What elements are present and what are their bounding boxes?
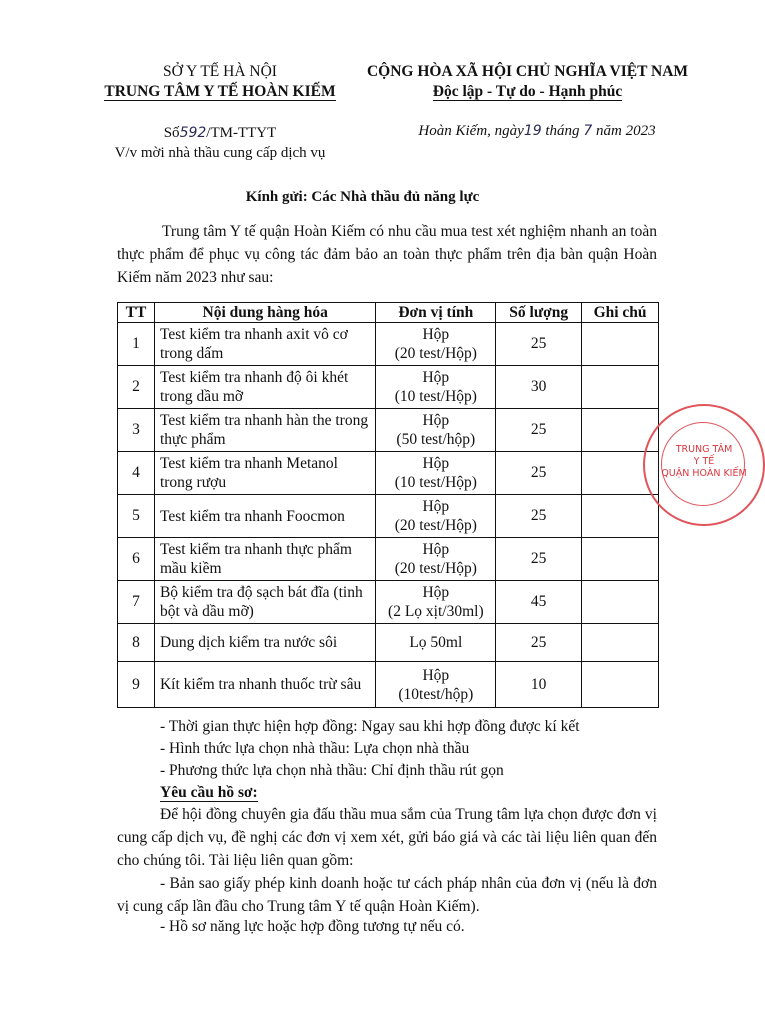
issuer-block bbox=[95, 62, 345, 102]
requirements-title: Yêu cầu hồ sơ: bbox=[160, 784, 258, 801]
table-header-row bbox=[118, 303, 659, 323]
row-quantity: 30 bbox=[496, 366, 582, 409]
intro-paragraph: Trung tâm Y tế quận Hoàn Kiếm có nhu cầu mua test xét nghiệm nhanh an toàn thực phẩm để phục vụ công tác đảm bảo an toàn thực phẩm trên địa bàn quận Hoàn Kiếm năm 2023 như sau: bbox=[117, 223, 657, 286]
date-month-label: tháng bbox=[545, 123, 580, 139]
row-item: Bộ kiểm tra độ sạch bát đĩa (tinh bột và dầu mỡ) bbox=[154, 581, 375, 624]
ref-suffix: /TM-TTYT bbox=[206, 125, 277, 141]
row-unit: Hộp (10 test/Hộp) bbox=[376, 366, 496, 409]
row-tt: 8 bbox=[118, 624, 155, 662]
header-quantity: Số lượng bbox=[496, 303, 582, 323]
row-unit: Hộp (10 test/Hộp) bbox=[376, 452, 496, 495]
row-unit: Hộp (50 test/hộp) bbox=[376, 409, 496, 452]
document-reference bbox=[95, 123, 345, 163]
row-unit: Hộp (20 test/Hộp) bbox=[376, 538, 496, 581]
row-tt: 3 bbox=[118, 409, 155, 452]
table-row bbox=[118, 624, 659, 662]
document-date bbox=[372, 123, 702, 140]
row-note bbox=[582, 538, 659, 581]
row-unit: Hộp (10test/hộp) bbox=[376, 662, 496, 708]
row-item: Test kiểm tra nhanh Foocmon bbox=[154, 495, 375, 538]
row-note bbox=[582, 662, 659, 708]
row-quantity: 25 bbox=[496, 538, 582, 581]
row-quantity: 25 bbox=[496, 624, 582, 662]
row-note bbox=[582, 323, 659, 366]
row-tt: 6 bbox=[118, 538, 155, 581]
row-item: Test kiểm tra nhanh Metanol trong rượu bbox=[154, 452, 375, 495]
date-year: năm 2023 bbox=[595, 123, 656, 139]
table-row bbox=[118, 366, 659, 409]
date-day: 19 bbox=[523, 123, 542, 139]
table-row bbox=[118, 581, 659, 624]
row-item: Test kiểm tra nhanh độ ôi khét trong dầu mỡ bbox=[154, 366, 375, 409]
row-item: Kít kiểm tra nhanh thuốc trừ sâu bbox=[154, 662, 375, 708]
row-note bbox=[582, 495, 659, 538]
ref-subject: V/v mời nhà thầu cung cấp dịch vụ bbox=[114, 145, 326, 161]
issuer-org: TRUNG TÂM Y TẾ HOÀN KIẾM bbox=[104, 83, 336, 100]
national-title: CỘNG HÒA XÃ HỘI CHỦ NGHĨA VIỆT NAM bbox=[366, 63, 689, 80]
row-tt: 1 bbox=[118, 323, 155, 366]
ref-prefix: Số bbox=[163, 125, 180, 141]
row-item: Test kiểm tra nhanh hàn the trong thực phẩm bbox=[154, 409, 375, 452]
table-row bbox=[118, 323, 659, 366]
seal-line-3: QUẬN HOÀN KIẾM bbox=[661, 468, 747, 479]
table-row bbox=[118, 662, 659, 708]
condition-contract-time: - Thời gian thực hiện hợp đồng: Ngay sau khi hợp đồng được kí kết bbox=[160, 718, 580, 735]
row-item: Test kiểm tra nhanh axit vô cơ trong dấm bbox=[154, 323, 375, 366]
row-note bbox=[582, 624, 659, 662]
greeting: Kính gửi: Các Nhà thầu đủ năng lực bbox=[245, 189, 480, 205]
row-quantity: 25 bbox=[496, 323, 582, 366]
row-item: Dung dịch kiểm tra nước sôi bbox=[154, 624, 375, 662]
row-quantity: 25 bbox=[496, 495, 582, 538]
condition-selection-form: - Hình thức lựa chọn nhà thầu: Lựa chọn nhà thầu bbox=[160, 740, 470, 757]
date-place: Hoàn Kiếm, ngày bbox=[418, 123, 524, 139]
national-title-block bbox=[350, 62, 705, 102]
row-quantity: 25 bbox=[496, 452, 582, 495]
table-row bbox=[118, 452, 659, 495]
header-unit: Đơn vị tính bbox=[376, 303, 496, 323]
issuer-parent-org: SỞ Y TẾ HÀ NỘI bbox=[163, 63, 277, 80]
requirements-paragraph: Để hội đồng chuyên gia đấu thầu mua sắm của Trung tâm lựa chọn được đơn vị cung cấp dịch vụ, đề nghị các đơn vị xem xét, gửi báo giá và các tài liệu liên quan đến cho chúng tôi. Tài liệu liên quan gồm: bbox=[117, 806, 657, 869]
items-table bbox=[117, 302, 659, 708]
ref-number: 592 bbox=[179, 125, 207, 141]
row-unit: Lọ 50ml bbox=[376, 624, 496, 662]
seal-line-1: TRUNG TÂM bbox=[675, 444, 733, 455]
row-unit: Hộp (20 test/Hộp) bbox=[376, 495, 496, 538]
table-row bbox=[118, 409, 659, 452]
row-unit: Hộp (20 test/Hộp) bbox=[376, 323, 496, 366]
row-tt: 5 bbox=[118, 495, 155, 538]
row-tt: 7 bbox=[118, 581, 155, 624]
condition-selection-method: - Phương thức lựa chọn nhà thầu: Chỉ định thầu rút gọn bbox=[160, 762, 504, 779]
seal-line-2: Y TẾ bbox=[693, 456, 715, 467]
row-quantity: 25 bbox=[496, 409, 582, 452]
row-unit: Hộp (2 Lọ xịt/30ml) bbox=[376, 581, 496, 624]
row-tt: 9 bbox=[118, 662, 155, 708]
official-seal bbox=[643, 404, 765, 526]
row-item: Test kiểm tra nhanh thực phẩm mầu kiềm bbox=[154, 538, 375, 581]
date-month: 7 bbox=[583, 123, 593, 139]
table-row bbox=[118, 495, 659, 538]
requirements-item-capacity: - Hồ sơ năng lực hoặc hợp đồng tương tự nếu có. bbox=[160, 918, 465, 935]
row-note bbox=[582, 366, 659, 409]
header-note: Ghi chú bbox=[582, 303, 659, 323]
row-tt: 2 bbox=[118, 366, 155, 409]
header-item: Nội dung hàng hóa bbox=[154, 303, 375, 323]
row-quantity: 45 bbox=[496, 581, 582, 624]
row-note bbox=[582, 581, 659, 624]
table-row bbox=[118, 538, 659, 581]
header-tt: TT bbox=[118, 303, 155, 323]
national-motto: Độc lập - Tự do - Hạnh phúc bbox=[432, 83, 623, 100]
requirements-item-license: - Bản sao giấy phép kinh doanh hoặc tư cách pháp nhân của đơn vị (nếu là đơn vị cung cấp lần đầu cho Trung tâm Y tế quận Hoàn Kiếm). bbox=[117, 875, 657, 915]
row-quantity: 10 bbox=[496, 662, 582, 708]
row-tt: 4 bbox=[118, 452, 155, 495]
